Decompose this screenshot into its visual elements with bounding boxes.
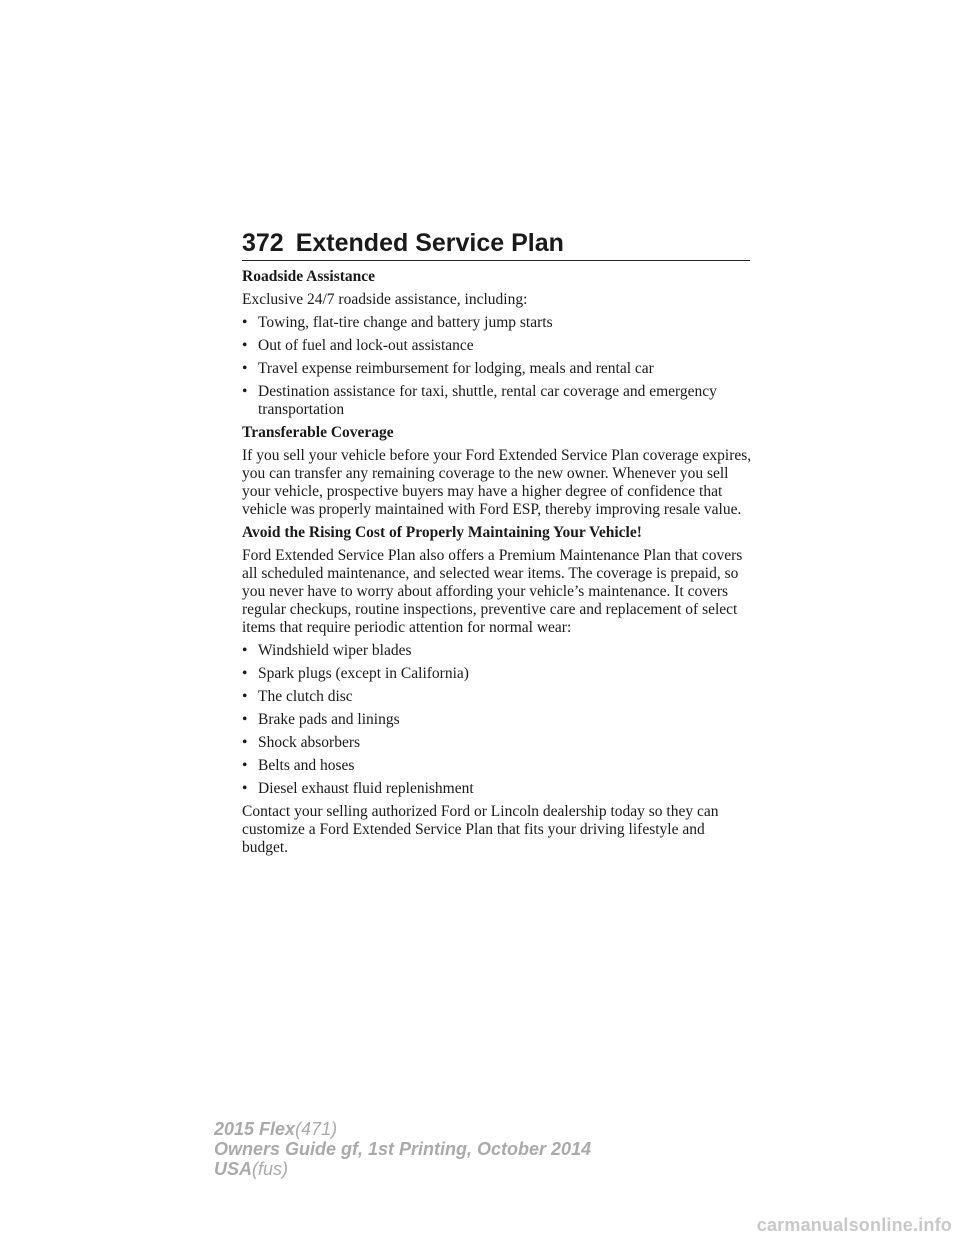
heading-roadside-assistance: Roadside Assistance [242, 268, 376, 285]
roadside-bullet-list [242, 314, 752, 419]
list-item: • Belts and hoses [242, 757, 355, 774]
section-title: Extended Service Plan [295, 229, 564, 257]
transferable-body: If you sell your vehicle before your Ford Extended Service Plan coverage expires, you can transfer any remaining coverage to the new owner. Whenever you sell your vehicle, prospective buyers may have a higher degree of confidence that vehicle was properly maintained with Ford ESP, thereby improving resale value. [242, 447, 752, 518]
bullet-icon: • [242, 642, 248, 659]
bullet-icon: • [242, 665, 248, 682]
footer-line-1: 2015 Flex(471) [214, 1119, 338, 1139]
list-item: • Towing, flat-tire change and battery jump starts [242, 314, 553, 331]
list-item: • Windshield wiper blades [242, 642, 412, 659]
heading-maintenance: Avoid the Rising Cost of Properly Maintaining Your Vehicle! [242, 524, 642, 541]
page-number: 372 [242, 229, 284, 257]
footer-line-2: Owners Guide gf, 1st Printing, October 2014 [214, 1139, 592, 1159]
list-item: • Brake pads and linings [242, 711, 400, 728]
bullet-icon: • [242, 780, 248, 797]
watermark: carmanualsonline.info [756, 1215, 952, 1235]
bullet-icon: • [242, 711, 248, 728]
list-item: • Shock absorbers [242, 734, 361, 751]
maintenance-body: Ford Extended Service Plan also offers a Premium Maintenance Plan that covers all scheduled maintenance, and selected wear items. The coverage is prepaid, so you never have to worry about affording your vehicle’s maintenance. It covers regular checkups, routine inspections, preventive care and replacement of select items that require periodic attention for normal wear: [242, 547, 743, 636]
bullet-icon: • [242, 757, 248, 774]
roadside-intro: Exclusive 24/7 roadside assistance, including: [242, 291, 528, 308]
list-item: • Destination assistance for taxi, shuttle, rental car coverage and emergency transportation [242, 383, 717, 418]
heading-transferable-coverage: Transferable Coverage [242, 424, 394, 441]
bullet-icon: • [242, 360, 248, 377]
bullet-icon: • [242, 383, 248, 400]
page-content [242, 268, 752, 862]
print-footer [214, 1119, 591, 1179]
maintenance-closing: Contact your selling authorized Ford or Lincoln dealership today so they can customize a Ford Extended Service Plan that fits your driving lifestyle and budget. [242, 803, 719, 856]
list-item: • The clutch disc [242, 688, 353, 705]
bullet-icon: • [242, 337, 248, 354]
list-item: • Spark plugs (except in California) [242, 665, 469, 682]
bullet-icon: • [242, 314, 248, 331]
page-header [242, 226, 750, 261]
footer-line-3: USA(fus) [214, 1159, 289, 1179]
list-item: • Out of fuel and lock-out assistance [242, 337, 474, 354]
bullet-icon: • [242, 688, 248, 705]
maintenance-bullet-list [242, 642, 752, 798]
list-item: • Diesel exhaust fluid replenishment [242, 780, 474, 797]
list-item: • Travel expense reimbursement for lodging, meals and rental car [242, 360, 654, 377]
bullet-icon: • [242, 734, 248, 751]
